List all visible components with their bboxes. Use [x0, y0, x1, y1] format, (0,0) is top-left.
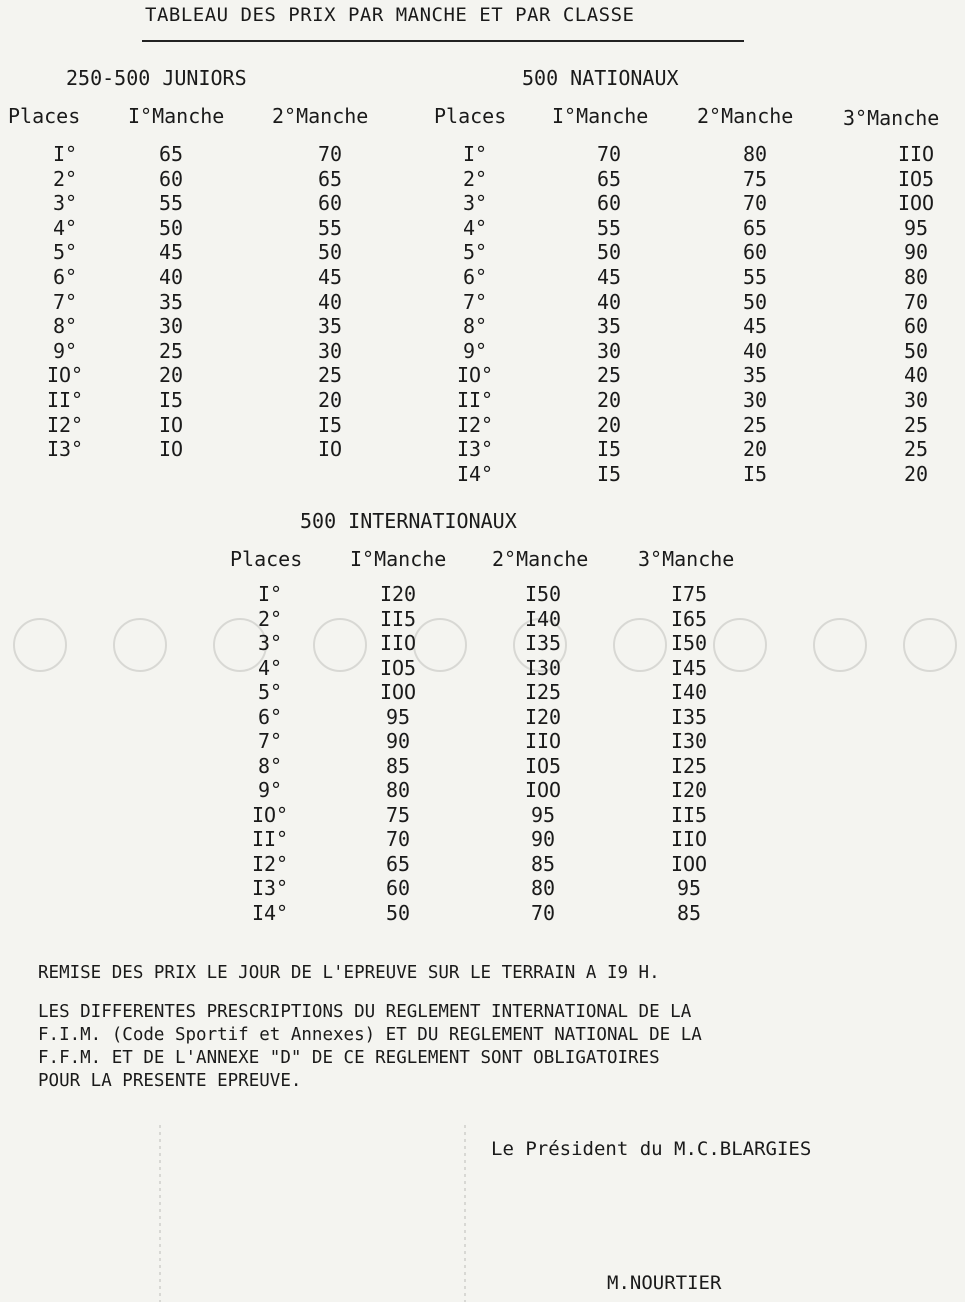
juniors-heading: 250-500 JUNIORS — [66, 66, 247, 90]
internationaux-places-column — [235, 582, 305, 925]
prescriptions-line-3: F.F.M. ET DE L'ANNEXE "D" DE CE REGLEMENT SONT OBLIGATOIRES — [38, 1048, 660, 1068]
internationaux-manche2-cell: I20 — [524, 704, 562, 729]
juniors-place-cell: II° — [46, 387, 84, 412]
juniors-manche1-cell: 40 — [158, 264, 184, 289]
internationaux-heading: 500 INTERNATIONAUX — [300, 509, 517, 533]
juniors-manche1-cell: 20 — [158, 363, 184, 388]
internationaux-manche3-cell: I35 — [670, 704, 708, 729]
internationaux-manche2-column — [508, 582, 578, 925]
nationaux-manche3-cell: 90 — [903, 240, 929, 265]
nationaux-manche2-column — [720, 142, 790, 486]
nationaux-manche1-cell: 20 — [596, 412, 622, 437]
juniors-manche1-cell: 45 — [158, 240, 184, 265]
internationaux-manche3-cell: IIO — [670, 827, 708, 851]
internationaux-manche1-cell: 60 — [385, 876, 411, 900]
nationaux-manche2-cell: 60 — [742, 240, 768, 265]
nationaux-header-manche3: 3°Manche — [843, 106, 940, 130]
nationaux-place-cell: 4° — [462, 215, 488, 240]
nationaux-place-cell: I2° — [456, 412, 494, 437]
internationaux-header-manche1: I°Manche — [350, 547, 447, 571]
internationaux-manche2-cell: 85 — [530, 851, 556, 876]
juniors-header-places: Places — [8, 104, 81, 128]
internationaux-place-cell: I3° — [251, 876, 289, 900]
internationaux-header-places: Places — [230, 547, 303, 571]
nationaux-manche3-cell: 30 — [903, 387, 929, 412]
nationaux-manche3-cell: IO5 — [897, 166, 935, 191]
nationaux-manche1-column — [574, 142, 644, 486]
juniors-manche1-cell: 50 — [158, 215, 184, 240]
internationaux-manche3-cell: II5 — [670, 802, 708, 827]
nationaux-manche3-cell: 95 — [903, 215, 929, 240]
remise-text: REMISE DES PRIX LE JOUR DE L'EPREUVE SUR LE TERRAIN A I9 H. — [38, 963, 660, 983]
juniors-manche1-cell: IO — [158, 412, 184, 437]
nationaux-place-cell: 6° — [462, 264, 488, 289]
juniors-place-cell: 2° — [52, 166, 78, 191]
internationaux-place-cell: I° — [257, 582, 283, 606]
internationaux-manche3-cell: I65 — [670, 606, 708, 631]
internationaux-place-cell: 9° — [257, 778, 283, 802]
nationaux-manche2-cell: 55 — [742, 264, 768, 289]
internationaux-manche1-cell: 65 — [385, 851, 411, 876]
nationaux-place-cell: 5° — [462, 240, 488, 265]
page-title: TABLEAU DES PRIX PAR MANCHE ET PAR CLASSE — [145, 4, 635, 26]
internationaux-manche3-cell: IOO — [670, 851, 708, 876]
nationaux-manche2-cell: 35 — [742, 363, 768, 388]
juniors-manche1-cell: 35 — [158, 289, 184, 314]
nationaux-manche3-cell: IIO — [897, 142, 935, 166]
nationaux-manche1-cell: 70 — [596, 142, 622, 166]
nationaux-places-column — [440, 142, 510, 486]
internationaux-manche3-cell: 95 — [676, 876, 702, 900]
juniors-manche2-cell: 30 — [317, 338, 343, 363]
nationaux-manche1-cell: 35 — [596, 314, 622, 339]
nationaux-manche3-cell: 50 — [903, 338, 929, 363]
juniors-place-cell: 3° — [52, 191, 78, 216]
juniors-place-cell: I° — [52, 142, 78, 166]
nationaux-manche3-cell: IOO — [897, 191, 935, 216]
juniors-manche1-cell: IO — [158, 437, 184, 462]
internationaux-manche2-cell: 70 — [530, 900, 556, 925]
nationaux-manche2-cell: 75 — [742, 166, 768, 191]
juniors-manche1-cell: 30 — [158, 314, 184, 339]
juniors-place-cell: 5° — [52, 240, 78, 265]
nationaux-place-cell: II° — [456, 387, 494, 412]
nationaux-manche3-cell: 20 — [903, 461, 929, 486]
juniors-manche2-cell: 40 — [317, 289, 343, 314]
juniors-manche2-cell: 55 — [317, 215, 343, 240]
juniors-manche1-cell: I5 — [158, 387, 184, 412]
internationaux-manche1-column — [363, 582, 433, 925]
nationaux-manche3-cell: 60 — [903, 314, 929, 339]
nationaux-manche2-cell: 45 — [742, 314, 768, 339]
internationaux-place-cell: I4° — [251, 900, 289, 925]
nationaux-manche1-cell: I5 — [596, 437, 622, 462]
internationaux-manche1-cell: 85 — [385, 753, 411, 778]
juniors-manche1-column — [136, 142, 206, 462]
juniors-manche2-cell: 50 — [317, 240, 343, 265]
nationaux-place-cell: 9° — [462, 338, 488, 363]
juniors-place-cell: 7° — [52, 289, 78, 314]
juniors-place-cell: 4° — [52, 215, 78, 240]
juniors-place-cell: IO° — [46, 363, 84, 388]
nationaux-manche2-cell: 30 — [742, 387, 768, 412]
nationaux-manche1-cell: 25 — [596, 363, 622, 388]
internationaux-manche1-cell: IOO — [379, 680, 417, 704]
nationaux-manche2-cell: 65 — [742, 215, 768, 240]
internationaux-manche2-cell: I35 — [524, 631, 562, 655]
nationaux-manche1-cell: 40 — [596, 289, 622, 314]
nationaux-manche2-cell: 50 — [742, 289, 768, 314]
internationaux-manche1-cell: IO5 — [379, 655, 417, 680]
nationaux-place-cell: I° — [462, 142, 488, 166]
internationaux-manche1-cell: IIO — [379, 631, 417, 655]
juniors-manche2-cell: 20 — [317, 387, 343, 412]
nationaux-manche1-cell: 65 — [596, 166, 622, 191]
juniors-manche1-cell: 65 — [158, 142, 184, 166]
internationaux-place-cell: 8° — [257, 753, 283, 778]
nationaux-manche1-cell: 60 — [596, 191, 622, 216]
internationaux-manche1-cell: I20 — [379, 582, 417, 606]
internationaux-manche2-cell: IOO — [524, 778, 562, 802]
juniors-manche2-cell: IO — [317, 437, 343, 462]
internationaux-manche2-cell: IIO — [524, 729, 562, 753]
internationaux-header-manche2: 2°Manche — [492, 547, 589, 571]
juniors-manche2-cell: 25 — [317, 363, 343, 388]
nationaux-manche3-cell: 70 — [903, 289, 929, 314]
internationaux-manche1-cell: 70 — [385, 827, 411, 851]
internationaux-manche3-cell: I25 — [670, 753, 708, 778]
signatory-name: M.NOURTIER — [607, 1272, 722, 1294]
internationaux-manche2-cell: 90 — [530, 827, 556, 851]
internationaux-manche2-cell: IO5 — [524, 753, 562, 778]
nationaux-header-places: Places — [434, 104, 507, 128]
internationaux-manche3-cell: I50 — [670, 631, 708, 655]
nationaux-manche1-cell: 50 — [596, 240, 622, 265]
internationaux-manche2-cell: 80 — [530, 876, 556, 900]
juniors-manche2-cell: 60 — [317, 191, 343, 216]
nationaux-place-cell: 3° — [462, 191, 488, 216]
nationaux-manche2-cell: 25 — [742, 412, 768, 437]
juniors-place-cell: 8° — [52, 314, 78, 339]
nationaux-manche1-cell: 20 — [596, 387, 622, 412]
nationaux-header-manche2: 2°Manche — [697, 104, 794, 128]
juniors-manche2-cell: 65 — [317, 166, 343, 191]
internationaux-manche1-cell: 80 — [385, 778, 411, 802]
title-underline — [142, 40, 744, 42]
internationaux-manche2-cell: I50 — [524, 582, 562, 606]
nationaux-manche3-cell: 40 — [903, 363, 929, 388]
internationaux-manche1-cell: 75 — [385, 802, 411, 827]
internationaux-manche3-cell: I45 — [670, 655, 708, 680]
president-line: Le Président du M.C.BLARGIES — [491, 1138, 812, 1160]
juniors-manche2-cell: 70 — [317, 142, 343, 166]
prescriptions-line-4: POUR LA PRESENTE EPREUVE. — [38, 1071, 302, 1091]
nationaux-header-manche1: I°Manche — [552, 104, 649, 128]
internationaux-place-cell: 5° — [257, 680, 283, 704]
prescriptions-line-2: F.I.M. (Code Sportif et Annexes) ET DU REGLEMENT NATIONAL DE LA — [38, 1025, 702, 1045]
internationaux-manche3-cell: 85 — [676, 900, 702, 925]
nationaux-manche1-cell: 55 — [596, 215, 622, 240]
juniors-manche2-column — [295, 142, 365, 462]
juniors-places-column — [30, 142, 100, 462]
nationaux-place-cell: I3° — [456, 437, 494, 462]
juniors-place-cell: 9° — [52, 338, 78, 363]
internationaux-place-cell: I2° — [251, 851, 289, 876]
nationaux-heading: 500 NATIONAUX — [522, 66, 679, 90]
juniors-manche1-cell: 55 — [158, 191, 184, 216]
internationaux-manche3-column — [654, 582, 724, 925]
internationaux-place-cell: 2° — [257, 606, 283, 631]
internationaux-manche2-cell: 95 — [530, 802, 556, 827]
internationaux-place-cell: IO° — [251, 802, 289, 827]
nationaux-place-cell: 8° — [462, 314, 488, 339]
juniors-place-cell: I3° — [46, 437, 84, 462]
nationaux-manche1-cell: I5 — [596, 461, 622, 486]
nationaux-place-cell: 7° — [462, 289, 488, 314]
nationaux-place-cell: IO° — [456, 363, 494, 388]
internationaux-manche1-cell: 50 — [385, 900, 411, 925]
nationaux-manche3-cell: 25 — [903, 437, 929, 462]
nationaux-manche2-cell: 40 — [742, 338, 768, 363]
nationaux-place-cell: I4° — [456, 461, 494, 486]
internationaux-manche1-cell: 95 — [385, 704, 411, 729]
internationaux-header-manche3: 3°Manche — [638, 547, 735, 571]
nationaux-manche3-column — [876, 142, 956, 486]
nationaux-manche1-cell: 45 — [596, 264, 622, 289]
juniors-manche2-cell: 35 — [317, 314, 343, 339]
nationaux-manche2-cell: I5 — [742, 461, 768, 486]
internationaux-place-cell: 4° — [257, 655, 283, 680]
internationaux-manche2-cell: I30 — [524, 655, 562, 680]
internationaux-place-cell: 7° — [257, 729, 283, 753]
nationaux-manche1-cell: 30 — [596, 338, 622, 363]
internationaux-manche2-cell: I25 — [524, 680, 562, 704]
nationaux-place-cell: 2° — [462, 166, 488, 191]
nationaux-manche3-cell: 25 — [903, 412, 929, 437]
juniors-place-cell: 6° — [52, 264, 78, 289]
internationaux-manche3-cell: I75 — [670, 582, 708, 606]
internationaux-manche2-cell: I40 — [524, 606, 562, 631]
internationaux-place-cell: 6° — [257, 704, 283, 729]
nationaux-manche2-cell: 80 — [742, 142, 768, 166]
nationaux-manche2-cell: 20 — [742, 437, 768, 462]
juniors-header-manche1: I°Manche — [128, 104, 225, 128]
internationaux-manche3-cell: I40 — [670, 680, 708, 704]
internationaux-manche1-cell: 90 — [385, 729, 411, 753]
juniors-manche2-cell: 45 — [317, 264, 343, 289]
juniors-place-cell: I2° — [46, 412, 84, 437]
internationaux-manche1-cell: II5 — [379, 606, 417, 631]
juniors-manche1-cell: 60 — [158, 166, 184, 191]
juniors-header-manche2: 2°Manche — [272, 104, 369, 128]
juniors-manche1-cell: 25 — [158, 338, 184, 363]
internationaux-manche3-cell: I30 — [670, 729, 708, 753]
internationaux-place-cell: 3° — [257, 631, 283, 655]
internationaux-manche3-cell: I20 — [670, 778, 708, 802]
prescriptions-line-1: LES DIFFERENTES PRESCRIPTIONS DU REGLEMENT INTERNATIONAL DE LA — [38, 1002, 692, 1022]
nationaux-manche2-cell: 70 — [742, 191, 768, 216]
internationaux-place-cell: II° — [251, 827, 289, 851]
juniors-manche2-cell: I5 — [317, 412, 343, 437]
nationaux-manche3-cell: 80 — [903, 264, 929, 289]
